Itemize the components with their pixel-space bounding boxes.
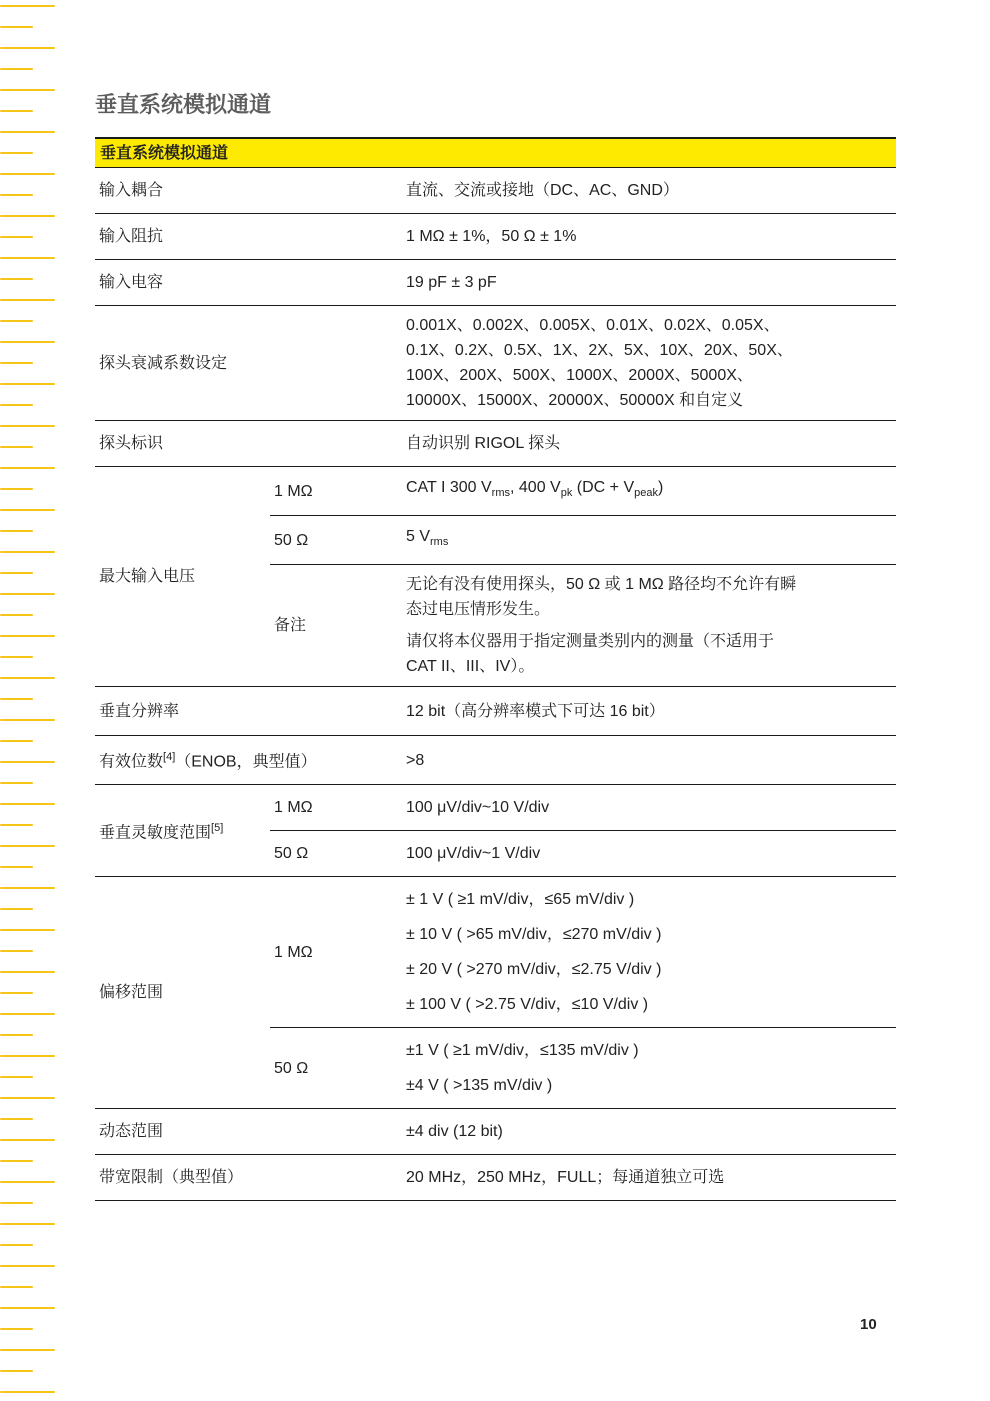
row-value: 1 MΩ ± 1%，50 Ω ± 1% <box>400 214 896 260</box>
margin-stripe <box>0 1181 55 1183</box>
margin-stripe <box>0 1328 33 1330</box>
row-label: 最大输入电压 <box>95 467 270 687</box>
row-value: CAT I 300 $V_{rms}$, 400 $V_{pk}$ $(DC + V_{peak})$ <box>400 467 896 516</box>
note-text: 请仅将本仪器用于指定测量类别内的测量（不适用于 CAT II、III、IV）。 <box>406 633 775 675</box>
margin-stripe <box>0 320 33 322</box>
margin-stripe <box>0 635 55 637</box>
row-value: 直流、交流或接地（DC、AC、GND） <box>400 168 896 214</box>
margin-stripe <box>0 110 33 112</box>
offset-line: ± 20 V ( >270 mV/div，≤2.75 V/div ) <box>406 961 662 978</box>
margin-stripe <box>0 5 55 7</box>
margin-stripe <box>0 383 55 385</box>
margin-stripe <box>0 1097 55 1099</box>
table-title-row <box>95 138 896 168</box>
margin-stripe <box>0 215 55 217</box>
margin-stripe <box>0 362 33 364</box>
margin-stripes <box>0 0 58 1401</box>
margin-stripe <box>0 404 33 406</box>
margin-stripe <box>0 26 33 28</box>
table-row <box>95 785 896 831</box>
margin-stripe <box>0 1055 55 1057</box>
margin-stripe <box>0 257 55 259</box>
row-value: 0.001X、0.002X、0.005X、0.01X、0.02X、0.05X、0.1X、0.2X、0.5X、1X、2X、5X、10X、20X、50X、100X、200X、500X、1000X、2000X、5000X、10000X、15000X、20000X、50000X 和自定义 <box>406 317 793 409</box>
row-value: 100 μV/div~1 V/div <box>400 831 896 877</box>
margin-stripe <box>0 950 33 952</box>
margin-stripe <box>0 530 33 532</box>
margin-stripe <box>0 299 55 301</box>
page-number: 10 <box>860 1316 877 1333</box>
table-row <box>95 306 896 421</box>
margin-stripe <box>0 803 55 805</box>
table-row <box>95 687 896 736</box>
offset-line: ±1 V ( ≥1 mV/div，≤135 mV/div ) <box>406 1042 639 1059</box>
margin-stripe <box>0 1013 55 1015</box>
margin-stripe <box>0 719 55 721</box>
margin-stripe <box>0 698 33 700</box>
margin-stripe <box>0 1370 33 1372</box>
margin-stripe <box>0 467 55 469</box>
margin-stripe <box>0 614 33 616</box>
margin-stripe <box>0 194 33 196</box>
row-label: 探头衰减系数设定 <box>95 306 400 421</box>
row-value: 12 bit（高分辨率模式下可达 16 bit） <box>400 687 896 736</box>
margin-stripe <box>0 68 33 70</box>
margin-stripe <box>0 572 33 574</box>
margin-stripe <box>0 1286 33 1288</box>
margin-stripe <box>0 1265 55 1267</box>
margin-stripe <box>0 824 33 826</box>
table-row <box>95 877 896 1028</box>
margin-stripe <box>0 887 55 889</box>
margin-stripe <box>0 971 55 973</box>
margin-stripe <box>0 488 33 490</box>
row-label: 输入耦合 <box>95 168 400 214</box>
margin-stripe <box>0 1349 55 1351</box>
margin-stripe <box>0 278 33 280</box>
margin-stripe <box>0 1391 55 1393</box>
margin-stripe <box>0 593 55 595</box>
sub-label: 1 MΩ <box>270 467 400 516</box>
margin-stripe <box>0 89 55 91</box>
row-value: 自动识别 RIGOL 探头 <box>400 421 896 467</box>
margin-stripe <box>0 677 55 679</box>
margin-stripe <box>0 341 55 343</box>
row-value: 5 $V_{rms}$ <box>400 516 896 565</box>
table-row <box>95 214 896 260</box>
table-row <box>95 1155 896 1201</box>
offset-line: ± 100 V ( >2.75 V/div，≤10 V/div ) <box>406 996 649 1013</box>
row-value: ±4 div (12 bit) <box>400 1109 896 1155</box>
row-label: 输入电容 <box>95 260 400 306</box>
margin-stripe <box>0 1118 33 1120</box>
sub-label: 1 MΩ <box>270 785 400 831</box>
offset-line: ±4 V ( >135 mV/div ) <box>406 1077 553 1094</box>
table-row <box>95 1109 896 1155</box>
sub-label: 50 Ω <box>270 516 400 565</box>
sub-label: 备注 <box>270 565 400 687</box>
margin-stripe <box>0 908 33 910</box>
margin-stripe <box>0 1160 33 1162</box>
table-row <box>95 168 896 214</box>
margin-stripe <box>0 47 55 49</box>
margin-stripe <box>0 1244 33 1246</box>
table-row <box>95 736 896 785</box>
row-value: 20 MHz，250 MHz，FULL；每通道独立可选 <box>400 1155 896 1201</box>
margin-stripe <box>0 236 33 238</box>
row-label: 动态范围 <box>95 1109 400 1155</box>
row-value: >8 <box>400 736 896 785</box>
margin-stripe <box>0 131 55 133</box>
margin-stripe <box>0 152 33 154</box>
row-value: 100 μV/div~10 V/div <box>400 785 896 831</box>
page-title: 垂直系统模拟通道 <box>95 92 272 117</box>
row-label: 偏移范围 <box>95 877 270 1109</box>
margin-stripe <box>0 761 55 763</box>
sub-label: 50 Ω <box>270 1028 400 1109</box>
row-label: 输入阻抗 <box>95 214 400 260</box>
margin-stripe <box>0 1076 33 1078</box>
margin-stripe <box>0 551 55 553</box>
row-label: 有效位数[4]（ENOB，典型值） <box>95 736 400 785</box>
margin-stripe <box>0 1307 55 1309</box>
margin-stripe <box>0 509 55 511</box>
table-row <box>95 421 896 467</box>
margin-stripe <box>0 992 33 994</box>
row-value: 19 pF ± 3 pF <box>400 260 896 306</box>
spec-table <box>95 137 896 1201</box>
margin-stripe <box>0 866 33 868</box>
table-row <box>95 467 896 516</box>
row-label: 垂直灵敏度范围[5] <box>95 785 270 877</box>
margin-stripe <box>0 1139 55 1141</box>
sub-label: 50 Ω <box>270 831 400 877</box>
table-row <box>95 260 896 306</box>
margin-stripe <box>0 173 55 175</box>
margin-stripe <box>0 425 55 427</box>
row-label: 带宽限制（典型值） <box>95 1155 400 1201</box>
row-label: 探头标识 <box>95 421 400 467</box>
table-title: 垂直系统模拟通道 <box>95 138 896 168</box>
margin-stripe <box>0 1202 33 1204</box>
margin-stripe <box>0 929 55 931</box>
sub-label: 1 MΩ <box>270 877 400 1028</box>
margin-stripe <box>0 782 33 784</box>
margin-stripe <box>0 446 33 448</box>
row-label: 垂直分辨率 <box>95 687 400 736</box>
note-text: 无论有没有使用探头，50 Ω 或 1 MΩ 路径均不允许有瞬态过电压情形发生。 <box>406 576 797 618</box>
offset-line: ± 1 V ( ≥1 mV/div，≤65 mV/div ) <box>406 891 635 908</box>
margin-stripe <box>0 1034 33 1036</box>
margin-stripe <box>0 845 55 847</box>
margin-stripe <box>0 1223 55 1225</box>
offset-line: ± 10 V ( >65 mV/div，≤270 mV/div ) <box>406 926 662 943</box>
margin-stripe <box>0 740 33 742</box>
margin-stripe <box>0 656 33 658</box>
